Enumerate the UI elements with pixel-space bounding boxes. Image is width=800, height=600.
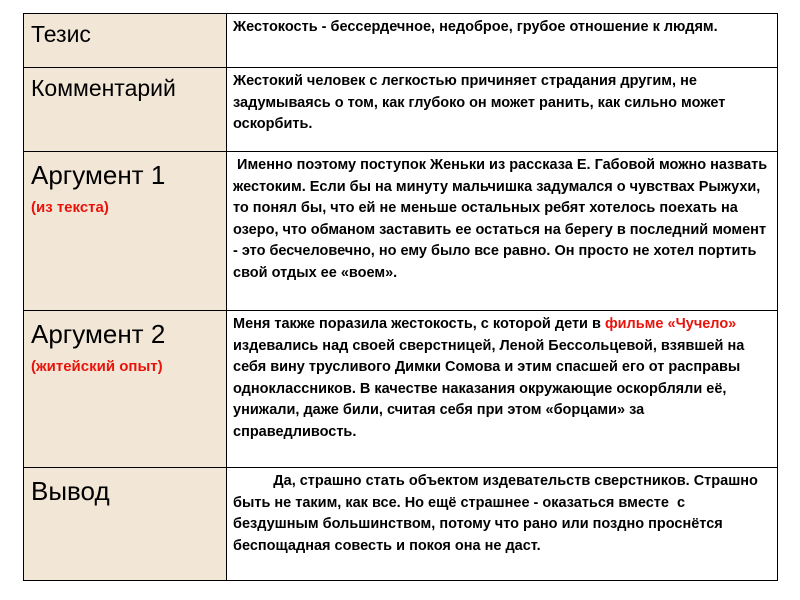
essay-table — [23, 13, 778, 581]
content-cell — [227, 468, 778, 581]
thesis-text: Жестокость - бессердечное, недоброе, грубое отношение к людям. — [233, 19, 718, 35]
row-label-argument-1: Аргумент 1 — [31, 160, 166, 190]
label-cell — [24, 152, 227, 311]
row-label-thesis: Тезис — [31, 21, 91, 47]
row-sublabel-argument-1: (из текста) — [31, 199, 109, 216]
label-cell — [24, 14, 227, 68]
table-row-comment — [24, 68, 778, 152]
content-cell — [227, 14, 778, 68]
content-cell — [227, 152, 778, 311]
comment-text: Жестокий человек с легкостью причиняет страдания другим, не задумываясь о том, как глубоко он может ранить, как сильно может оскорбить. — [233, 73, 730, 132]
argument-2-film-title: фильме «Чучело» — [604, 316, 737, 332]
label-cell — [24, 311, 227, 468]
argument-2-text — [227, 311, 777, 448]
label-cell — [24, 68, 227, 152]
table-row-argument-1 — [24, 152, 778, 311]
row-label-argument-2: Аргумент 2 — [31, 319, 166, 349]
argument-2-text-start: Меня также поразила жестокость, с которой дети в — [233, 316, 605, 332]
argument-1-text: Именно поэтому поступок Женьки из рассказа Е. Габовой можно назвать жестоким. Если бы на минуту мальчишка задумался о чувствах Рыжухи, то понял бы, что ей не меньше остальных ребят хотелось поехать на озеро, что обманом заставить ее остаться на берегу в последний момент - это бесчеловечно, но ему было все равно. Он просто не хотел портить свой отдых ее «воем». — [233, 157, 772, 281]
argument-2-text-end: издевались над своей сверстницей, Леной Бессольцевой, взявшей на себя вину трусливого Димки Сомова и этим спасшей его от расправы одноклассников. В качестве наказания окружающие оскорбляли её, унижали, даже били, считая себя при этом «борцами» за справедливость. — [233, 316, 749, 440]
content-cell — [227, 311, 778, 468]
table-row-argument-2 — [24, 311, 778, 468]
conclusion-text: Да, страшно стать объектом издевательств сверстников. Страшно быть не таким, как все. Но ещё страшнее - оказаться вместе с бездушным большинством, потому что рано или поздно проснётся беспощадная совесть и покоя она не даст. — [233, 473, 762, 554]
row-label-comment: Комментарий — [31, 75, 176, 101]
table-row-thesis — [24, 14, 778, 68]
label-cell — [24, 468, 227, 581]
row-label-conclusion: Вывод — [31, 476, 110, 506]
row-sublabel-argument-2: (житейский опыт) — [31, 358, 163, 375]
table-row-conclusion — [24, 468, 778, 581]
content-cell — [227, 68, 778, 152]
